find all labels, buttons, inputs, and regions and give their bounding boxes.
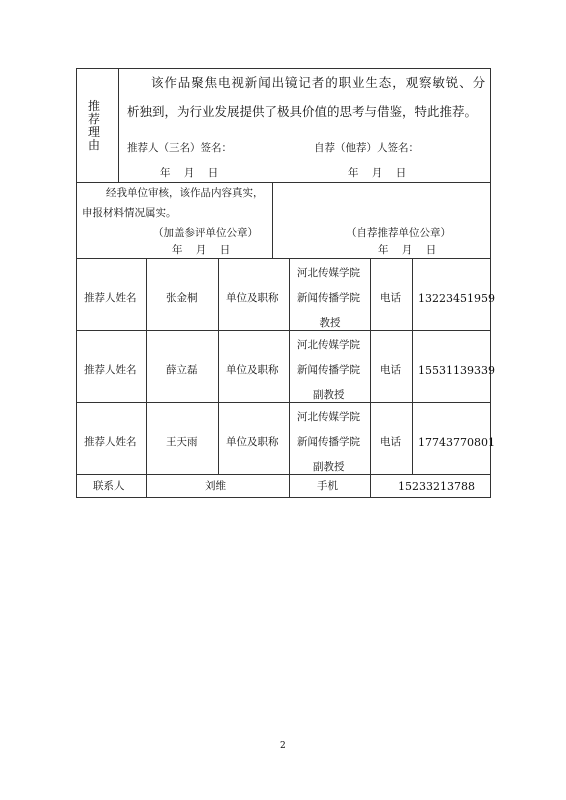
unit-section-divider: [272, 182, 273, 258]
contact-label: 联系人: [93, 480, 125, 492]
col-divider-5: [412, 258, 413, 474]
phone-label: 电话: [380, 292, 401, 304]
recommender-phone: 13223451959: [418, 292, 495, 305]
unit-date-left: 年 月 日: [172, 244, 231, 256]
recommender-sign-label: 推荐人（三名）签名：: [127, 142, 232, 154]
recommender-name: 薛立磊: [166, 364, 198, 376]
recommender-name: 王天雨: [166, 436, 198, 448]
row-divider-3: [76, 474, 491, 475]
col-divider-3: [289, 258, 290, 498]
table-border-top: [76, 68, 491, 69]
reason-label-char: 理: [87, 125, 100, 139]
reason-label-divider: [118, 68, 119, 182]
unit-date-right: 年 月 日: [378, 244, 437, 256]
reason-vertical-label: [86, 100, 102, 152]
reason-label-char: 推: [87, 99, 100, 113]
unit-title-label: 单位及职称: [226, 364, 279, 376]
table-border-right: [490, 68, 491, 498]
section-divider-2: [76, 258, 491, 259]
reason-date-left: 年 月 日: [160, 167, 219, 179]
unit-title-label: 单位及职称: [226, 436, 279, 448]
recommender-name-label: 推荐人姓名: [84, 436, 137, 448]
col-divider-2: [218, 258, 219, 474]
phone-label: 电话: [380, 436, 401, 448]
recommender-unit-line-1: 河北传媒学院: [297, 339, 360, 351]
recommender-title: 副教授: [313, 389, 345, 401]
col-divider-1: [146, 258, 147, 498]
contact-mobile: 15233213788: [398, 480, 475, 493]
phone-label: 电话: [380, 364, 401, 376]
reason-label-char: 由: [87, 138, 100, 152]
recommender-phone: 17743770801: [418, 436, 495, 449]
row-divider-2: [76, 402, 491, 403]
recommender-phone: 15531139339: [418, 364, 495, 377]
contact-name: 刘维: [205, 480, 226, 492]
recommender-name-label: 推荐人姓名: [84, 364, 137, 376]
recommender-title: 教授: [319, 317, 341, 329]
self-sign-label: 自荐（他荐）人签名：: [314, 142, 419, 154]
recommending-unit-seal: （自荐推荐单位公章）: [346, 227, 451, 239]
reason-label-char: 荐: [87, 112, 100, 126]
page-number: 2: [280, 741, 286, 751]
recommender-unit-line-2: 新闻传播学院: [297, 292, 360, 304]
recommender-unit-line-1: 河北传媒学院: [297, 267, 360, 279]
unit-review-line-2: 申报材料情况属实。: [82, 207, 177, 219]
mobile-label: 手机: [317, 480, 338, 492]
reason-date-right: 年 月 日: [348, 167, 407, 179]
recommender-name: 张金桐: [166, 292, 198, 304]
col-divider-4: [370, 258, 371, 498]
statement-line-1: 该作品聚焦电视新闻出镜记者的职业生态，观察敏锐、分: [151, 75, 487, 90]
table-border-left: [76, 68, 77, 498]
recommender-name-label: 推荐人姓名: [84, 292, 137, 304]
table-border-bottom: [76, 497, 491, 498]
recommender-unit-line-1: 河北传媒学院: [297, 411, 360, 423]
section-divider-1: [76, 182, 491, 183]
recommender-title: 副教授: [313, 461, 345, 473]
unit-title-label: 单位及职称: [226, 292, 279, 304]
recommender-unit-line-2: 新闻传播学院: [297, 364, 360, 376]
row-divider-1: [76, 330, 491, 331]
recommender-unit-line-2: 新闻传播学院: [297, 436, 360, 448]
participating-unit-seal: （加盖参评单位公章）: [153, 227, 258, 239]
unit-review-line-1: 经我单位审核，该作品内容真实，: [106, 187, 264, 199]
statement-line-2: 析独到，为行业发展提供了极具价值的思考与借鉴，特此推荐。: [127, 104, 478, 119]
